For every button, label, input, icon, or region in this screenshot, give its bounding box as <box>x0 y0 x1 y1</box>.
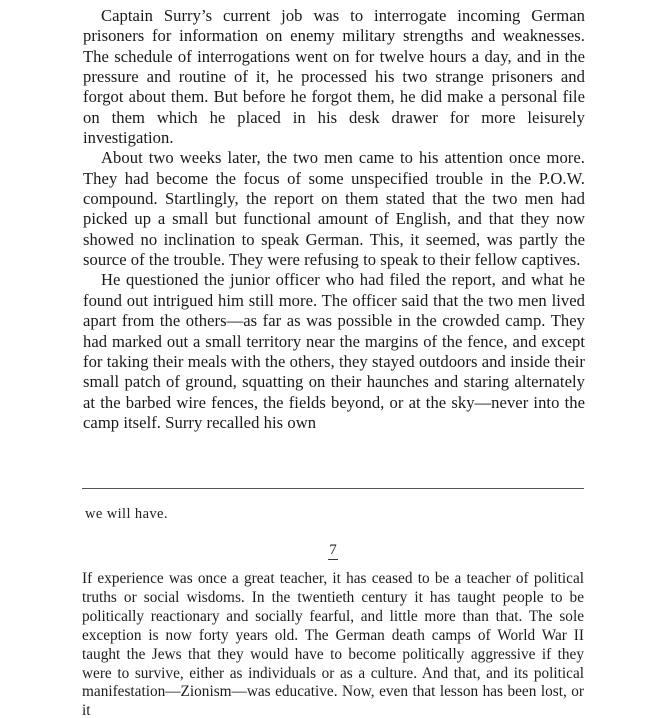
sentence-fragment: we will have. <box>85 506 168 522</box>
paragraph-1: Captain Surry’s current job was to interrogate incoming German prisoners for information on enemy military strengths and weaknesses. The schedule of interrogations went on for twelve hours a day, and in the pressure and routine of it, he processed his two strange prisoners and forgot about them. But before he forgot them, he did make a personal file on them which he placed in his desk drawer for more leisurely investigation. <box>83 6 585 148</box>
chapter-number <box>0 540 666 560</box>
chapter-number-label: 7 <box>329 542 337 558</box>
paragraph-3: He questioned the junior officer who had filed the report, and what he found out intrigued him still more. The officer said that the two men lived apart from the others—as far as was possible in the crowded camp. They had marked out a small territory near the margins of the fence, and except for taking their meals with the others, they stayed outdoors and inside their small patch of ground, squatting on their haunches and staring alternately at the barbed wire fences, the fields beyond, or at the sky—never into the camp itself. Surry recalled his own <box>83 270 585 432</box>
lower-text-block <box>82 570 584 718</box>
upper-text-block <box>83 6 585 433</box>
section-divider <box>82 488 584 489</box>
chapter-paragraph: If experience was once a great teacher, it has ceased to be a teacher of political truths or social wisdoms. In the twentieth century it has taught people to be politically reactionary and socially fearful, and little more than that. The sole exception is now forty years old. The German death camps of World War II taught the Jews that they would have to become politically aggressive if they were to survive, either as individuals or as a culture. And that, and its political manifestation—Zionism—was educative. Now, even that lesson has been lost, or it <box>82 570 584 718</box>
paragraph-2: About two weeks later, the two men came to his attention once more. They had become the focus of some unspecified trouble in the P.O.W. compound. Startlingly, the report on them stated that the two men had picked up a small but functional amount of English, and that they now showed no inclination to speak German. This, it seemed, was partly the source of the trouble. They were refusing to speak to their fellow captives. <box>83 148 585 270</box>
